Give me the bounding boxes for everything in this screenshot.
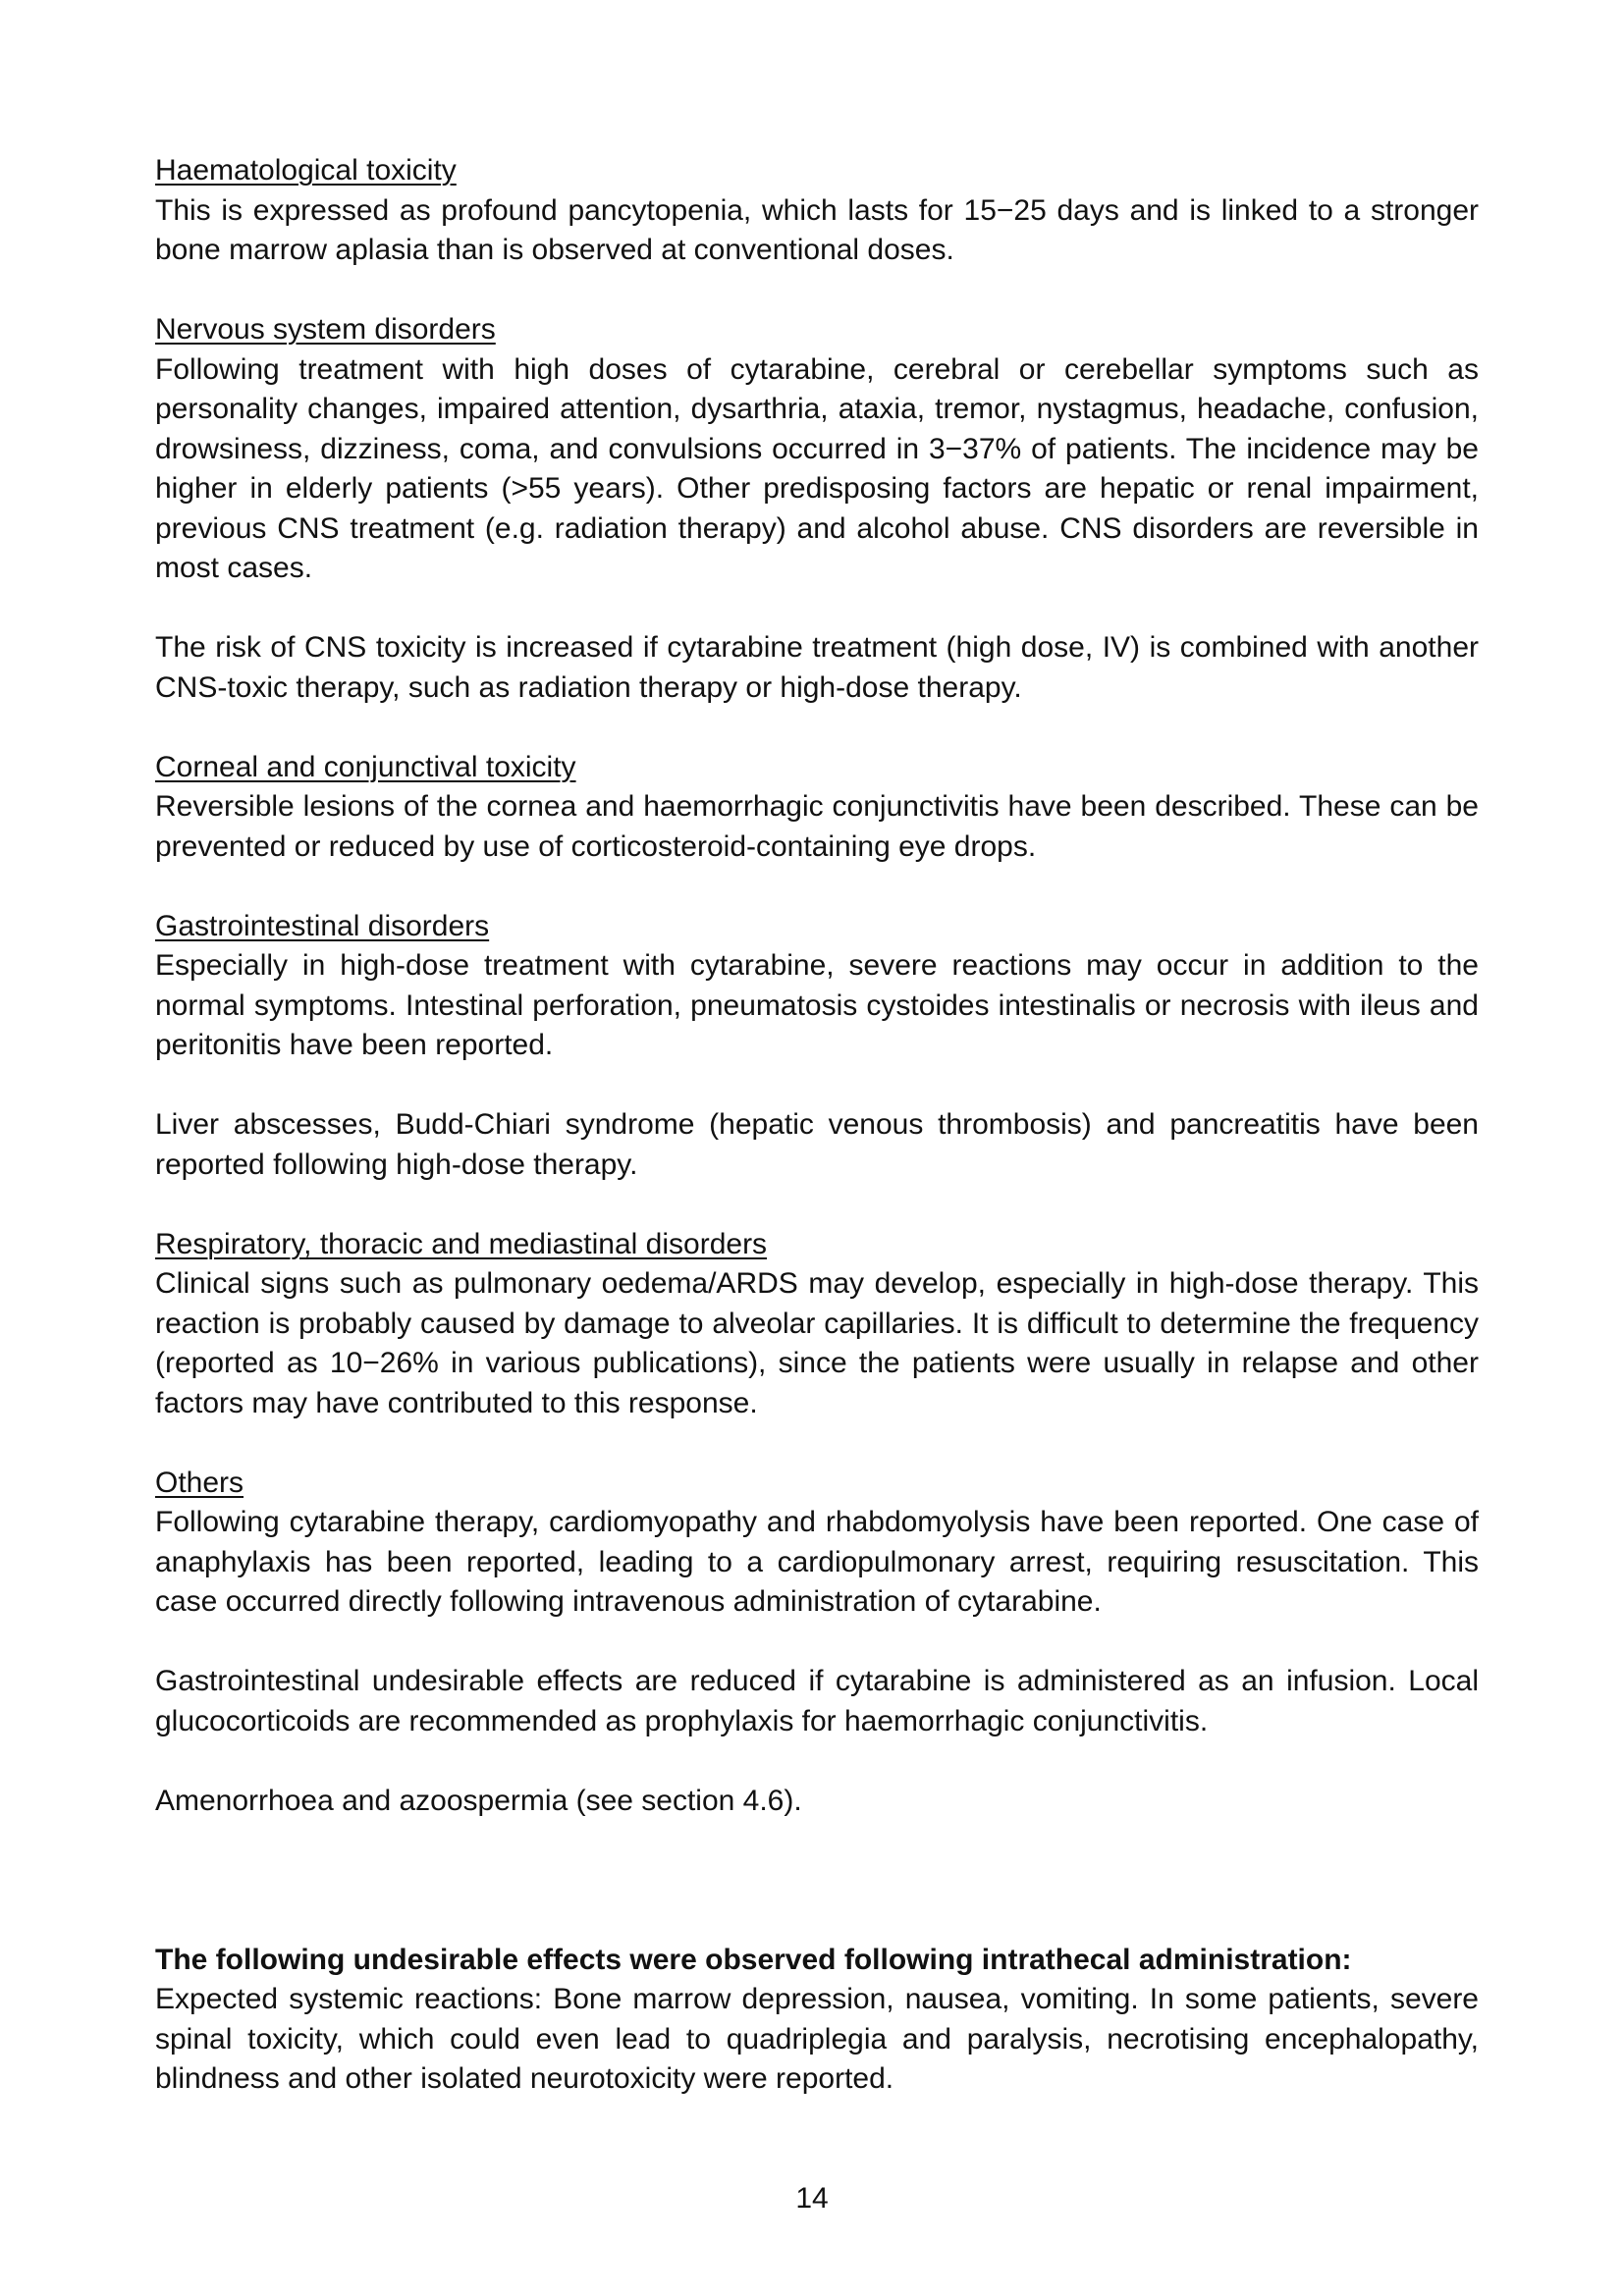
section-paragraph: Following cytarabine therapy, cardiomyopathy and rhabdomyolysis have been reported. One case of anaphylaxis has been reported, leading to a cardiopulmonary arrest, requiring resuscitation. This case occurred directly following intravenous administration of cytarabine. [155,1506,1479,1618]
section-corneal-conjunctival-toxicity [155,748,1479,868]
section-paragraph: The risk of CNS toxicity is increased if cytarabine treatment (high dose, IV) is combined with another CNS-toxic therapy, such as radiation therapy or high-dose therapy. [155,631,1479,704]
section-heading: Haematological toxicity [155,154,457,187]
section-heading: Respiratory, thoracic and mediastinal disorders [155,1227,768,1260]
document-page [155,151,1479,2139]
section-heading: Others [155,1466,244,1499]
section-others [155,1464,1479,1822]
section-intrathecal [155,1941,1479,2100]
section-heading-bold: The following undesirable effects were observed following intrathecal administration: [155,1943,1352,1976]
section-respiratory-disorders [155,1225,1479,1424]
section-heading: Nervous system disorders [155,313,496,346]
section-spacer [155,1861,1479,1941]
section-paragraph: Following treatment with high doses of cytarabine, cerebral or cerebellar symptoms such as personality changes, impaired attention, dysarthria, ataxia, tremor, nystagmus, headache, confusion, drowsiness, dizziness, coma, and convulsions occurred in 3−37% of patients. The incidence may be higher in elderly patients (>55 years). Other predisposing factors are hepatic or renal impairment, previous CNS treatment (e.g. radiation therapy) and alcohol abuse. CNS disorders are reversible in most cases. [155,352,1479,584]
section-paragraph: This is expressed as profound pancytopenia, which lasts for 15−25 days and is linked to a stronger bone marrow aplasia than is observed at conventional doses. [155,193,1479,266]
section-paragraph: Especially in high-dose treatment with cytarabine, severe reactions may occur in addition to the normal symptoms. Intestinal perforation, pneumatosis cystoides intestinalis or necrosis with ileus and peritonitis have been reported. [155,949,1479,1061]
section-heading: Corneal and conjunctival toxicity [155,750,576,783]
section-nervous-system-disorders [155,310,1479,708]
section-paragraph: Expected systemic reactions: Bone marrow depression, nausea, vomiting. In some patients, severe spinal toxicity, which could even lead to quadriplegia and paralysis, necrotising encephalopathy, blindness and other isolated neurotoxicity were reported. [155,1983,1479,2095]
section-paragraph: Gastrointestinal undesirable effects are reduced if cytarabine is administered as an infusion. Local glucocorticoids are recommended as prophylaxis for haemorrhagic conjunctivitis. [155,1665,1479,1737]
section-paragraph: Liver abscesses, Budd-Chiari syndrome (hepatic venous thrombosis) and pancreatitis have been reported following high-dose therapy. [155,1108,1479,1181]
section-heading: Gastrointestinal disorders [155,909,490,942]
section-paragraph: Clinical signs such as pulmonary oedema/ARDS may develop, especially in high-dose therapy. This reaction is probably caused by damage to alveolar capillaries. It is difficult to determine the frequency (reported as 10−26% in various publications), since the patients were usually in relapse and other factors may have contributed to this response. [155,1267,1479,1419]
page-number: 14 [795,2182,829,2215]
section-gastrointestinal-disorders [155,907,1479,1186]
section-paragraph: Amenorrhoea and azoospermia (see section 4.6). [155,1784,802,1817]
section-haematological-toxicity [155,151,1479,271]
section-paragraph: Reversible lesions of the cornea and haemorrhagic conjunctivitis have been described. These can be prevented or reduced by use of corticosteroid-containing eye drops. [155,790,1479,863]
